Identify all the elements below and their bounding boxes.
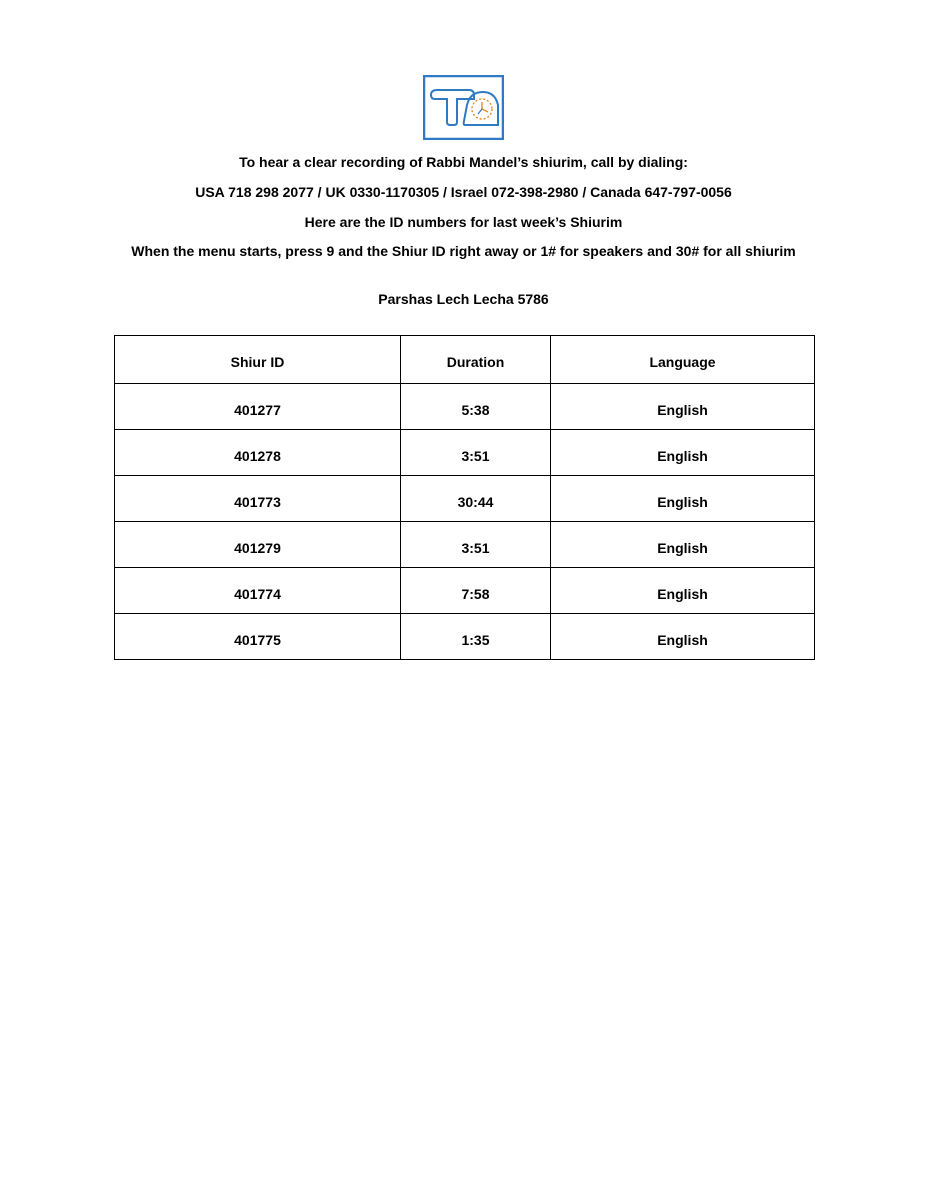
shiur-id-cell: 401773 [115,476,401,522]
duration-cell: 1:35 [401,614,551,660]
table-row [115,614,815,660]
duration-cell: 7:58 [401,568,551,614]
table-row [115,522,815,568]
table-row [115,476,815,522]
table-row [115,430,815,476]
column-header-duration: Duration [401,336,551,384]
language-cell: English [551,430,815,476]
parsha-title: Parshas Lech Lecha 5786 [378,291,549,307]
shiur-id-cell: 401279 [115,522,401,568]
language-cell: English [551,384,815,430]
dial-instructions: To hear a clear recording of Rabbi Mandel’s shiurim, call by dialing: [239,154,688,170]
language-cell: English [551,476,815,522]
table-row [115,568,815,614]
phone-numbers: USA 718 298 2077 / UK 0330-1170305 / Israel 072-398-2980 / Canada 647-797-0056 [195,184,732,200]
shiur-id-cell: 401277 [115,384,401,430]
menu-instructions: When the menu starts, press 9 and the Shiur ID right away or 1# for speakers and 30# for all shiurim [131,243,796,259]
duration-cell: 5:38 [401,384,551,430]
table-row [115,384,815,430]
table-header-row [115,336,815,384]
language-cell: English [551,614,815,660]
shiur-id-cell: 401278 [115,430,401,476]
duration-cell: 30:44 [401,476,551,522]
id-numbers-note: Here are the ID numbers for last week’s Shiurim [304,214,623,230]
logo-icon [423,75,504,140]
language-cell: English [551,522,815,568]
column-header-language: Language [551,336,815,384]
torah-anytime-logo [423,75,504,140]
shiur-id-cell: 401775 [115,614,401,660]
shiur-id-cell: 401774 [115,568,401,614]
duration-cell: 3:51 [401,522,551,568]
column-header-shiur-id: Shiur ID [115,336,401,384]
duration-cell: 3:51 [401,430,551,476]
shiurim-table [114,335,815,660]
language-cell: English [551,568,815,614]
